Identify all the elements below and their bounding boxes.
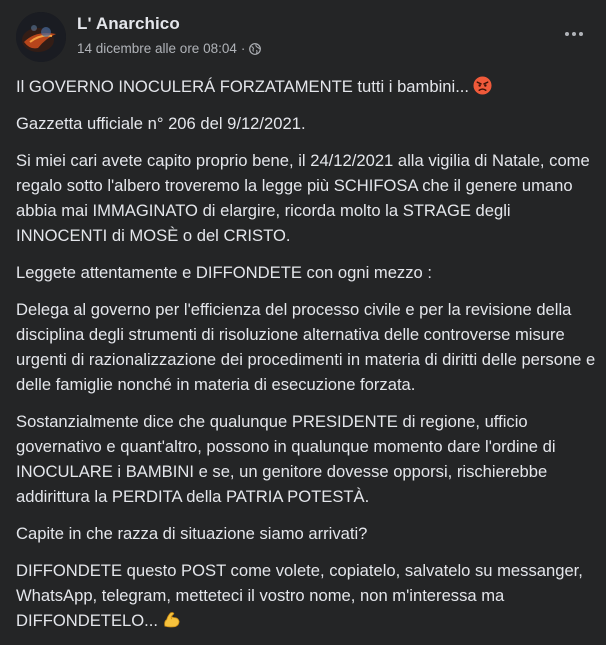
post-paragraph: Leggete attentamente e DIFFONDETE con ogni mezzo : [16, 263, 432, 282]
post-paragraph: Delega al governo per l'efficienza del processo civile e per la revisione della disciplina degli strumenti di risoluzione alternativa delle controverse misure urgenti di razionalizzazione dei procedimenti in materia di diritti delle persone e delle famiglie nonché in materia di esecuzione forzata. [16, 300, 596, 394]
post-paragraph: Sostanzialmente dice che qualunque PRESIDENTE di regione, ufficio governativo e quant'altro, possono in qualunque momento dare l'ordine di INOCULARE i BAMBINI e se, un genitore dovesse opporsi, rischierebbe addirittura la PERDITA della PATRIA POTESTÀ. [16, 412, 556, 506]
post-paragraph: Capite in che razza di situazione siamo arrivati? [16, 524, 368, 543]
paragraph-text: Il GOVERNO INOCULERÁ FORZATAMENTE tutti i bambini... [16, 77, 470, 96]
more-dot [565, 32, 569, 36]
post-meta [77, 41, 261, 56]
avatar[interactable] [16, 12, 66, 62]
avatar-image [16, 12, 66, 62]
more-dot [572, 32, 576, 36]
post-paragraph: Si miei cari avete capito proprio bene, il 24/12/2021 alla vigilia di Natale, come regalo sotto l'albero troveremo la legge più SCHIFOSA che il genere umano abbia mai IMMAGINATO di elargire, ricorda molto la STRAGE degli INNOCENTI di MOSÈ o del CRISTO. [16, 151, 590, 245]
more-options-icon[interactable] [558, 22, 590, 46]
angry-face-emoji [473, 76, 492, 95]
flexed-biceps-emoji [162, 610, 181, 629]
more-dot [579, 32, 583, 36]
post-paragraph [16, 74, 598, 99]
paragraph-text: DIFFONDETE questo POST come volete, copiatelo, salvatelo su messanger, WhatsApp, telegram, metteteci il vostro nome, non m'interessa ma DIFFONDETELO... [16, 561, 583, 630]
author-name[interactable]: L' Anarchico [77, 14, 180, 33]
post-header [16, 12, 590, 62]
post-paragraph [16, 558, 598, 633]
globe-icon[interactable] [249, 43, 261, 55]
post-body [16, 74, 598, 645]
post-timestamp[interactable]: 14 dicembre alle ore 08:04 [77, 41, 237, 56]
post-paragraph: Gazzetta ufficiale n° 206 del 9/12/2021. [16, 114, 306, 133]
meta-separator: · [240, 41, 246, 56]
